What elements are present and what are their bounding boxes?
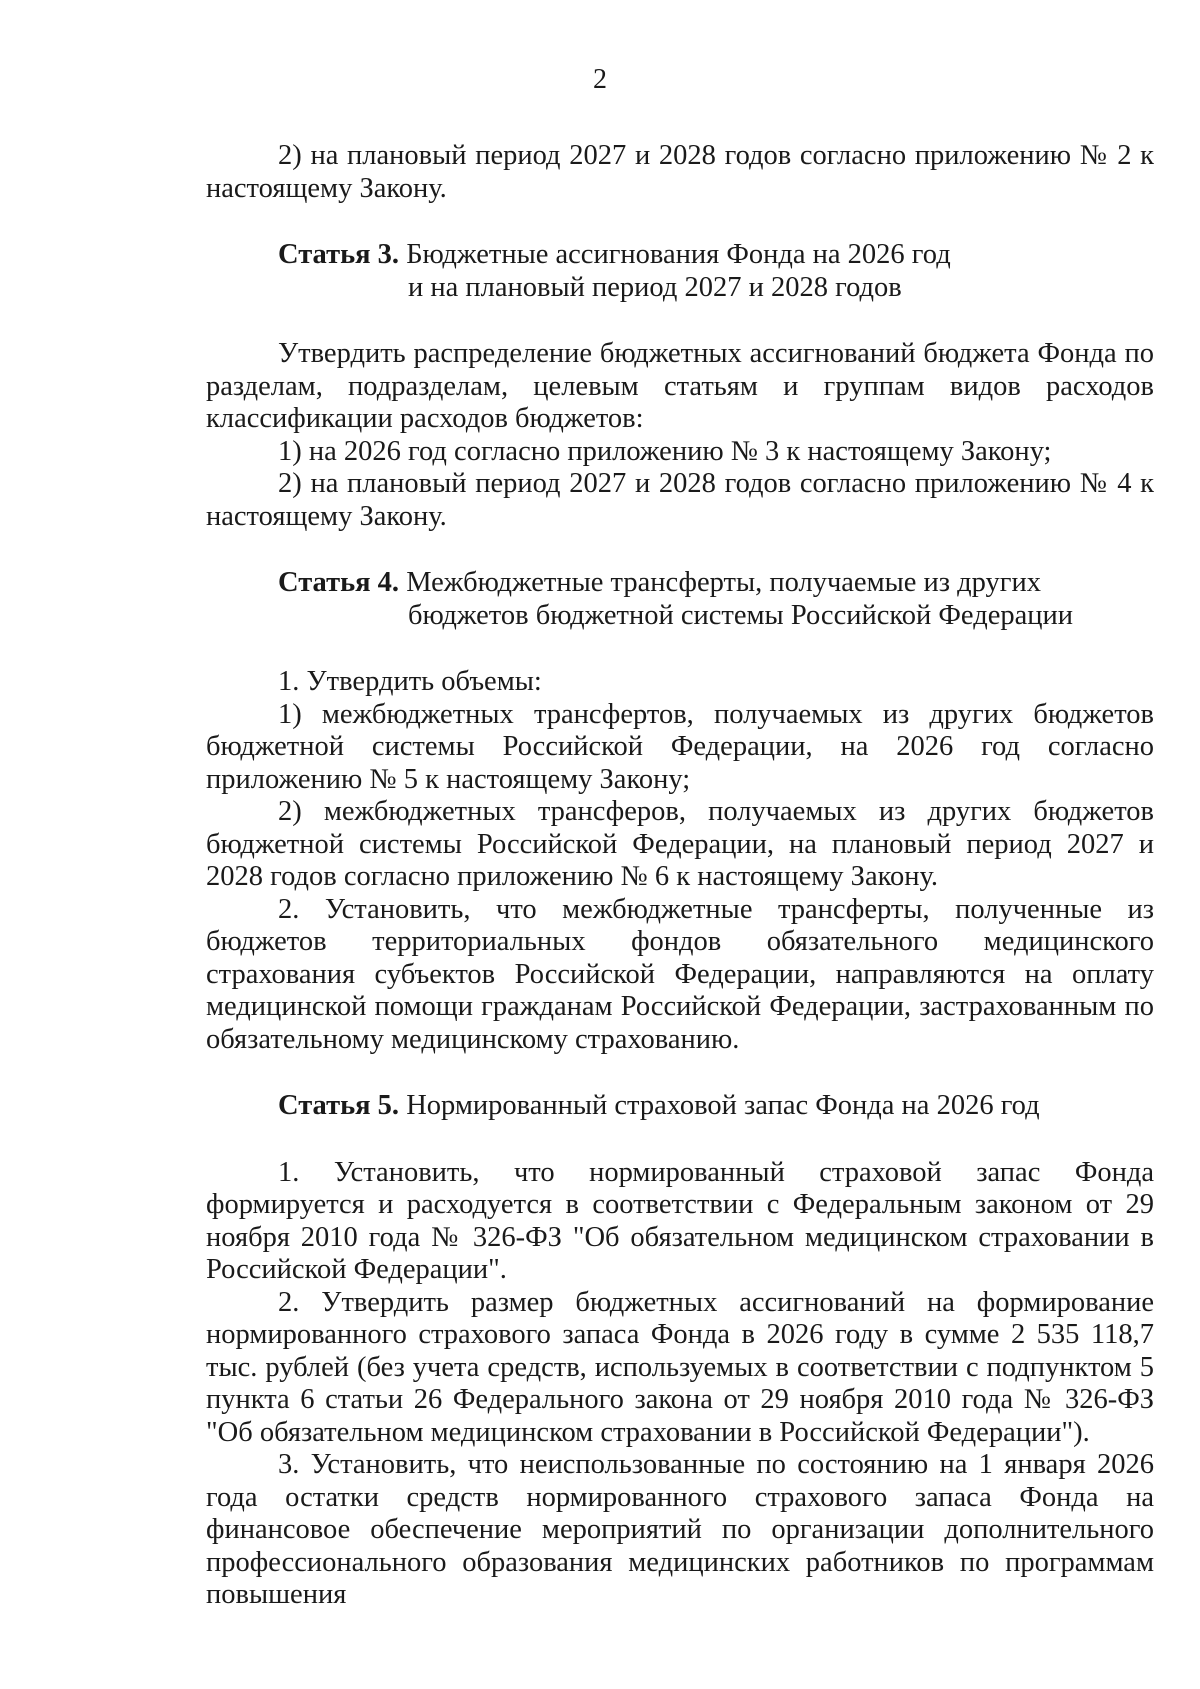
paragraph: 2. Утвердить размер бюджетных ассигнований на формирование нормированного страхового запаса Фонда в 2026 году в сумме 2 535 118,7 тыс. рублей (без учета средств, используемых в соответствии с подпунктом 5 пункта 6 статьи 26 Федерального закона от 29 ноября 2010 года № 326-ФЗ "Об обязательном медицинском страховании в Российской Федерации"). xyxy=(206,1286,1154,1448)
article-4-heading xyxy=(278,567,1154,632)
paragraph: 1) межбюджетных трансфертов, получаемых из других бюджетов бюджетной системы Российской Федерации, на 2026 год согласно приложению № 5 к настоящему Закону; xyxy=(206,698,1154,795)
paragraph: 3. Установить, что неиспользованные по состоянию на 1 января 2026 года остатки средств нормированного страхового запаса Фонда на финансовое обеспечение мероприятий по организации дополнительного профессионального образования медицинских работников по программам повышения xyxy=(206,1449,1154,1610)
article-5-heading xyxy=(278,1090,1154,1123)
article-3-heading xyxy=(278,239,1154,304)
paragraph: 1) на 2026 год согласно приложению № 3 к настоящему Закону; xyxy=(278,435,1052,467)
article-title-line: и на плановый период 2027 и 2028 годов xyxy=(408,271,902,303)
article-label: Статья 3. xyxy=(278,239,400,270)
paragraph: 2) на плановый период 2027 и 2028 годов согласно приложению № 4 к настоящему Закону. xyxy=(206,468,1154,532)
article-label: Статья 4. xyxy=(278,567,400,598)
article-label: Статья 5. xyxy=(278,1090,400,1121)
article-title-line: Нормированный страховой запас Фонда на 2026 год xyxy=(406,1090,1040,1121)
article-title-line: Межбюджетные трансферты, получаемые из других xyxy=(406,567,1041,598)
article-title-line: бюджетов бюджетной системы Российской Федерации xyxy=(408,599,1074,631)
article-title-line: Бюджетные ассигнования Фонда на 2026 год xyxy=(406,239,951,270)
paragraph: 2) межбюджетных трансферов, получаемых из других бюджетов бюджетной системы Российской Федерации, на плановый период 2027 и 2028 годов согласно приложению № 6 к настоящему Закону. xyxy=(206,796,1154,892)
paragraph: 2) на плановый период 2027 и 2028 годов согласно приложению № 2 к настоящему Закону. xyxy=(206,140,1154,204)
paragraph: 2. Установить, что межбюджетные трансферты, полученные из бюджетов территориальных фондов обязательного медицинского страхования субъектов Российской Федерации, направляются на оплату медицинской помощи гражданам Российской Федерации, застрахованным по обязательному медицинскому страхованию. xyxy=(206,893,1154,1055)
document-body xyxy=(206,140,1154,1612)
paragraph: 1. Установить, что нормированный страховой запас Фонда формируется и расходуется в соответствии с Федеральным законом от 29 ноября 2010 года № 326-ФЗ "Об обязательном медицинском страховании в Российской Федерации". xyxy=(206,1156,1154,1285)
paragraph: 1. Утвердить объемы: xyxy=(278,666,542,697)
page-number: 2 xyxy=(593,64,607,95)
paragraph: Утвердить распределение бюджетных ассигнований бюджета Фонда по разделам, подразделам, целевым статьям и группам видов расходов классификации расходов бюджетов: xyxy=(206,338,1154,434)
